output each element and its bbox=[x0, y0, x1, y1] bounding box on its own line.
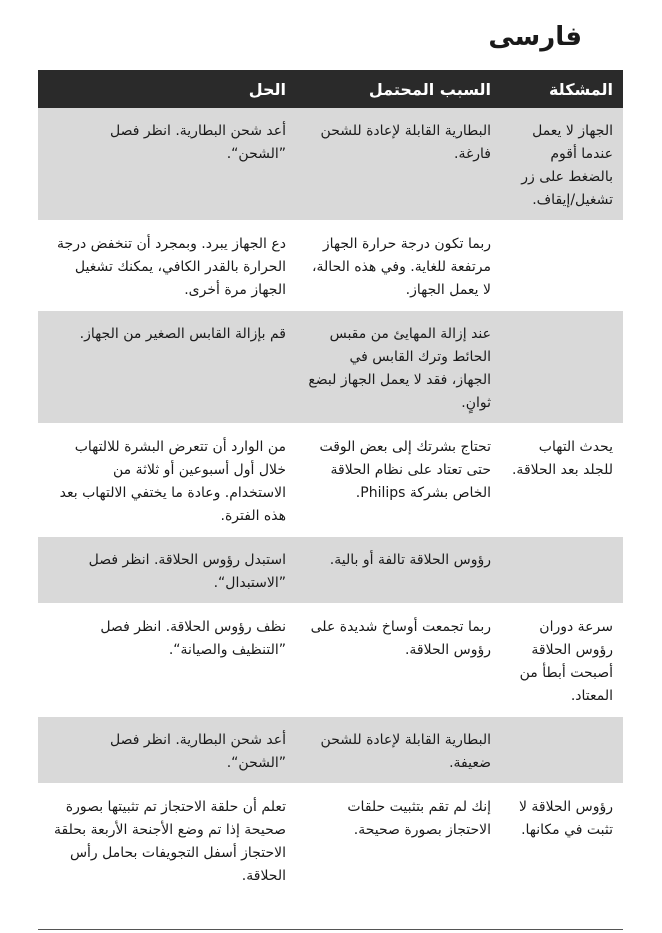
problem-cell bbox=[501, 221, 623, 311]
header-solution: الحل bbox=[38, 70, 296, 108]
table-row bbox=[38, 311, 623, 424]
cause-cell: رؤوس الحلاقة تالفة أو بالية. bbox=[296, 537, 501, 604]
table-row bbox=[38, 604, 623, 717]
table-header-row bbox=[38, 70, 623, 108]
table-row bbox=[38, 537, 623, 604]
cause-cell: ربما تكون درجة حرارة الجهاز مرتفعة للغاية. وفي هذه الحالة، لا يعمل الجهاز. bbox=[296, 221, 501, 311]
cause-cell: تحتاج بشرتك إلى بعض الوقت حتى تعتاد على نظام الحلاقة الخاص بشركة Philips. bbox=[296, 424, 501, 537]
solution-cell: دع الجهاز يبرد. وبمجرد أن تنخفض درجة الحرارة بالقدر الكافي، يمكنك تشغيل الجهاز مرة أخرى. bbox=[38, 221, 296, 311]
table-row bbox=[38, 221, 623, 311]
cause-cell: البطارية القابلة لإعادة للشحن ضعيفة. bbox=[296, 717, 501, 784]
problem-cell: سرعة دوران رؤوس الحلاقة أصبحت أبطأ من المعتاد. bbox=[501, 604, 623, 717]
solution-cell: أعد شحن البطارية. انظر فصل ”الشحن“. bbox=[38, 717, 296, 784]
problem-cell: الجهاز لا يعمل عندما أقوم بالضغط على زر تشغيل/إيقاف. bbox=[501, 108, 623, 221]
problem-cell bbox=[501, 717, 623, 784]
table-row bbox=[38, 424, 623, 537]
problem-cell bbox=[501, 537, 623, 604]
solution-cell: استبدل رؤوس الحلاقة. انظر فصل ”الاستبدال“. bbox=[38, 537, 296, 604]
solution-cell: تعلم أن حلقة الاحتجاز تم تثبيتها بصورة صحيحة إذا تم وضع الأجنحة الأربعة بحلقة الاحتجاز أسفل التجويفات بحامل رأس الحلاقة. bbox=[38, 784, 296, 897]
problem-cell: يحدث التهاب للجلد بعد الحلاقة. bbox=[501, 424, 623, 537]
header-cause: السبب المحتمل bbox=[296, 70, 501, 108]
table-row bbox=[38, 108, 623, 221]
solution-cell: أعد شحن البطارية. انظر فصل ”الشحن“. bbox=[38, 108, 296, 221]
solution-cell: نظف رؤوس الحلاقة. انظر فصل ”التنظيف والصيانة“. bbox=[38, 604, 296, 717]
troubleshooting-table bbox=[38, 70, 623, 897]
cause-cell: ربما تجمعت أوساخ شديدة على رؤوس الحلاقة. bbox=[296, 604, 501, 717]
header-problem: المشكلة bbox=[501, 70, 623, 108]
page-bottom-rule bbox=[38, 929, 623, 930]
solution-cell: من الوارد أن تتعرض البشرة للالتهاب خلال أول أسبوعين أو ثلاثة من الاستخدام. وعادة ما يختفي الالتهاب بعد هذه الفترة. bbox=[38, 424, 296, 537]
table-row bbox=[38, 717, 623, 784]
problem-cell bbox=[501, 311, 623, 424]
cause-cell: عند إزالة المهايئ من مقبس الحائط وترك القابس في الجهاز، فقد لا يعمل الجهاز لبضع ثوانٍ. bbox=[296, 311, 501, 424]
problem-cell: رؤوس الحلاقة لا تثبت في مكانها. bbox=[501, 784, 623, 897]
solution-cell: قم بإزالة القابس الصغير من الجهاز. bbox=[38, 311, 296, 424]
page-title: فارسی bbox=[488, 22, 582, 52]
table-row bbox=[38, 784, 623, 897]
cause-cell: البطارية القابلة لإعادة للشحن فارغة. bbox=[296, 108, 501, 221]
cause-cell: إنك لم تقم بتثبيت حلقات الاحتجاز بصورة صحيحة. bbox=[296, 784, 501, 897]
